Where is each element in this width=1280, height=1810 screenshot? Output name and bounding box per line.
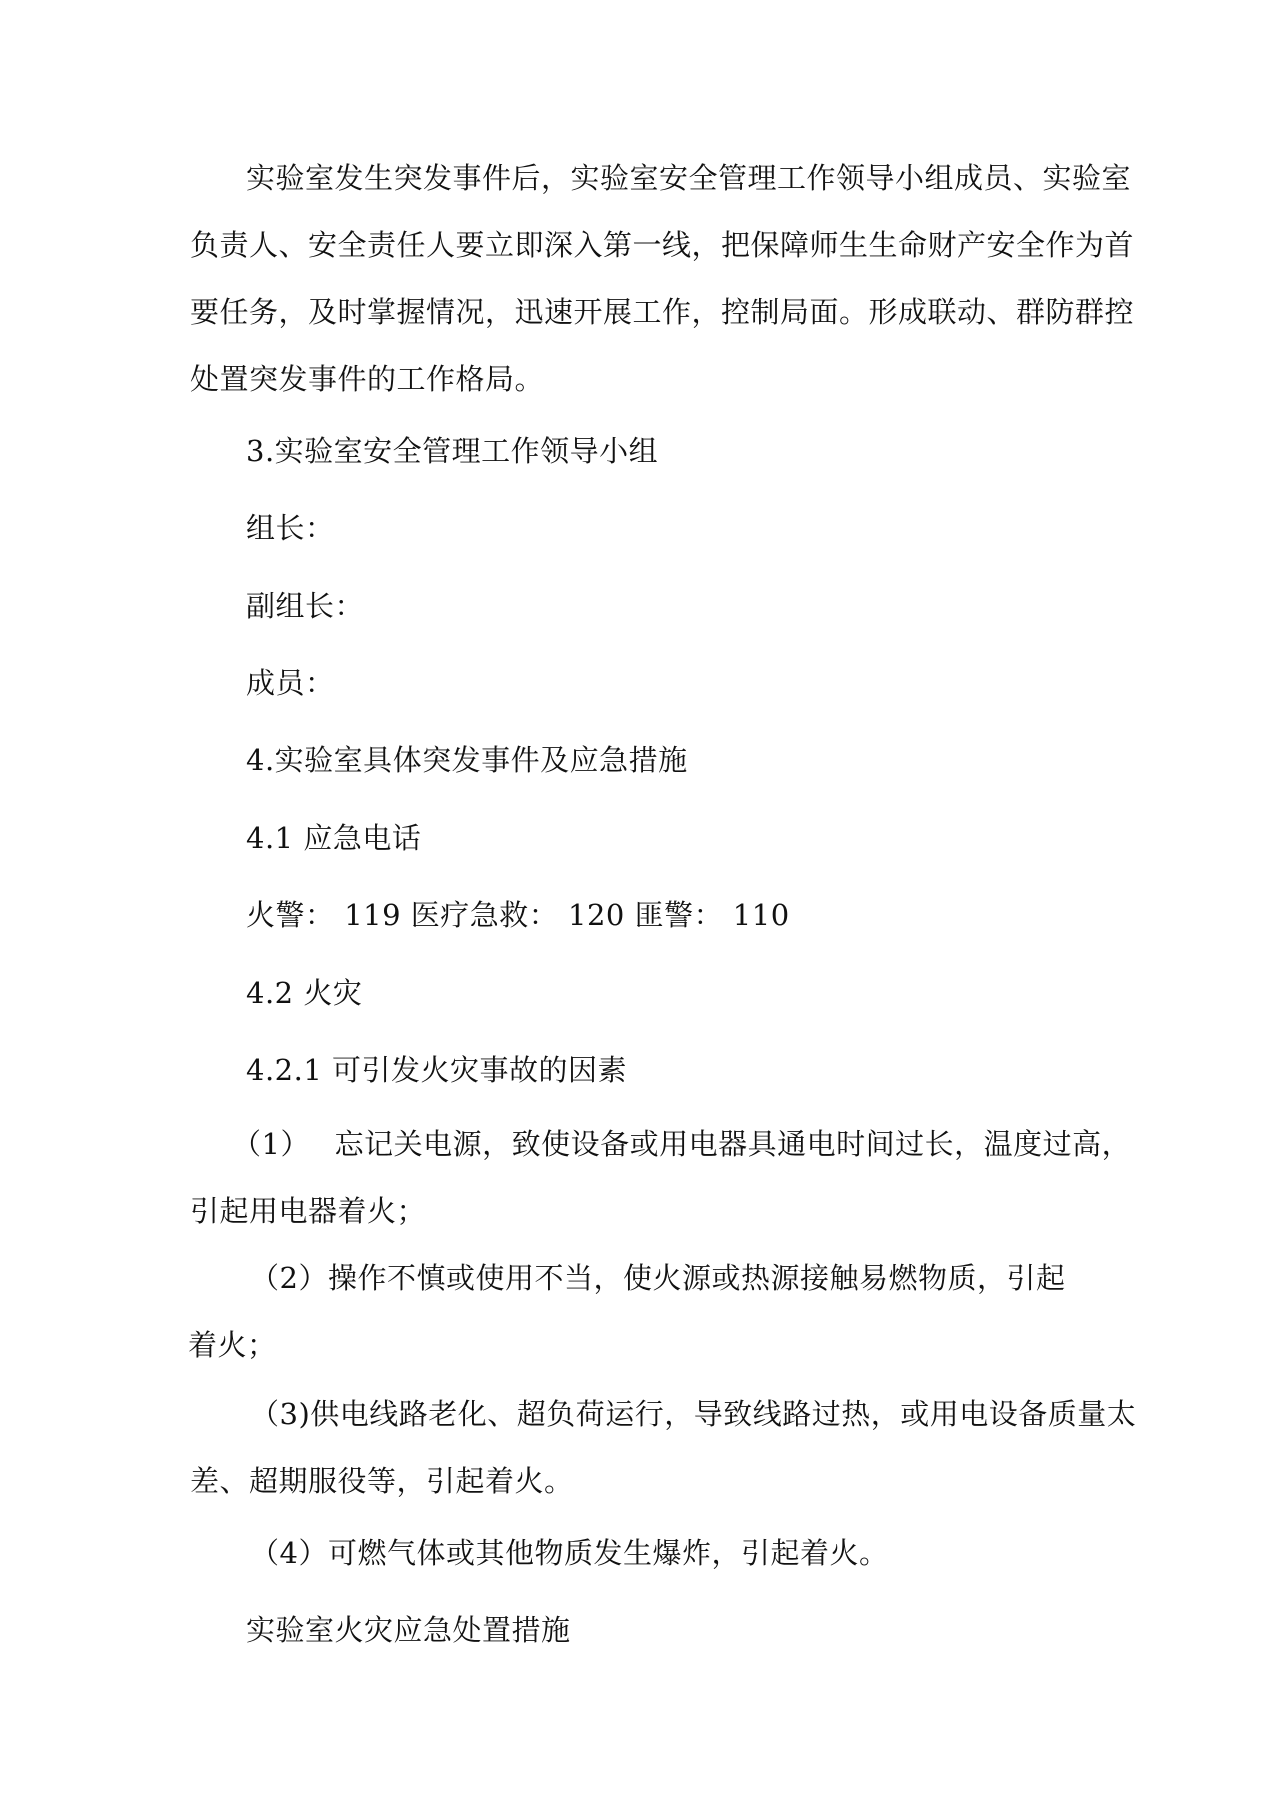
paragraph-line: 处置突发事件的工作格局。 bbox=[190, 362, 545, 396]
list-item-2-line-2: 着火； bbox=[188, 1328, 277, 1362]
section-4-2-1-heading: 4.2.1 可引发火灾事故的因素 bbox=[246, 1053, 628, 1087]
deputy-leader-label: 副组长： bbox=[246, 589, 365, 623]
section-4-heading: 4.实验室具体突发事件及应急措施 bbox=[246, 743, 688, 777]
leader-label: 组长： bbox=[246, 511, 335, 545]
members-label: 成员： bbox=[246, 666, 335, 700]
paragraph-line: 负责人、安全责任人要立即深入第一线，把保障师生生命财产安全作为首 bbox=[190, 228, 1135, 262]
list-item-2-line-1: （2）操作不慎或使用不当，使火源或热源接触易燃物质，引起 bbox=[250, 1261, 1066, 1295]
section-4-1-heading: 4.1 应急电话 bbox=[246, 821, 422, 855]
paragraph-line: 实验室发生突发事件后，实验室安全管理工作领导小组成员、实验室 bbox=[246, 161, 1132, 195]
list-item-1-line-2: 引起用电器着火； bbox=[190, 1194, 427, 1228]
list-item-3-line-2: 差、超期服役等，引起着火。 bbox=[190, 1464, 574, 1498]
list-item-4: （4）可燃气体或其他物质发生爆炸，引起着火。 bbox=[250, 1536, 889, 1570]
emergency-phone-numbers: 火警： 119 医疗急救： 120 匪警： 110 bbox=[246, 898, 790, 932]
section-4-2-heading: 4.2 火灾 bbox=[246, 976, 363, 1010]
paragraph-line: 要任务，及时掌握情况，迅速开展工作，控制局面。形成联动、群防群控 bbox=[190, 295, 1135, 329]
list-item-3-line-1: （3)供电线路老化、超负荷运行，导致线路过热，或用电设备质量太 bbox=[250, 1397, 1137, 1431]
list-item-1-line-1: （1） 忘记关电源，致使设备或用电器具通电时间过长，温度过高， bbox=[232, 1127, 1132, 1161]
fire-measures-heading: 实验室火灾应急处置措施 bbox=[246, 1613, 571, 1647]
section-3-heading: 3.实验室安全管理工作领导小组 bbox=[246, 434, 659, 468]
